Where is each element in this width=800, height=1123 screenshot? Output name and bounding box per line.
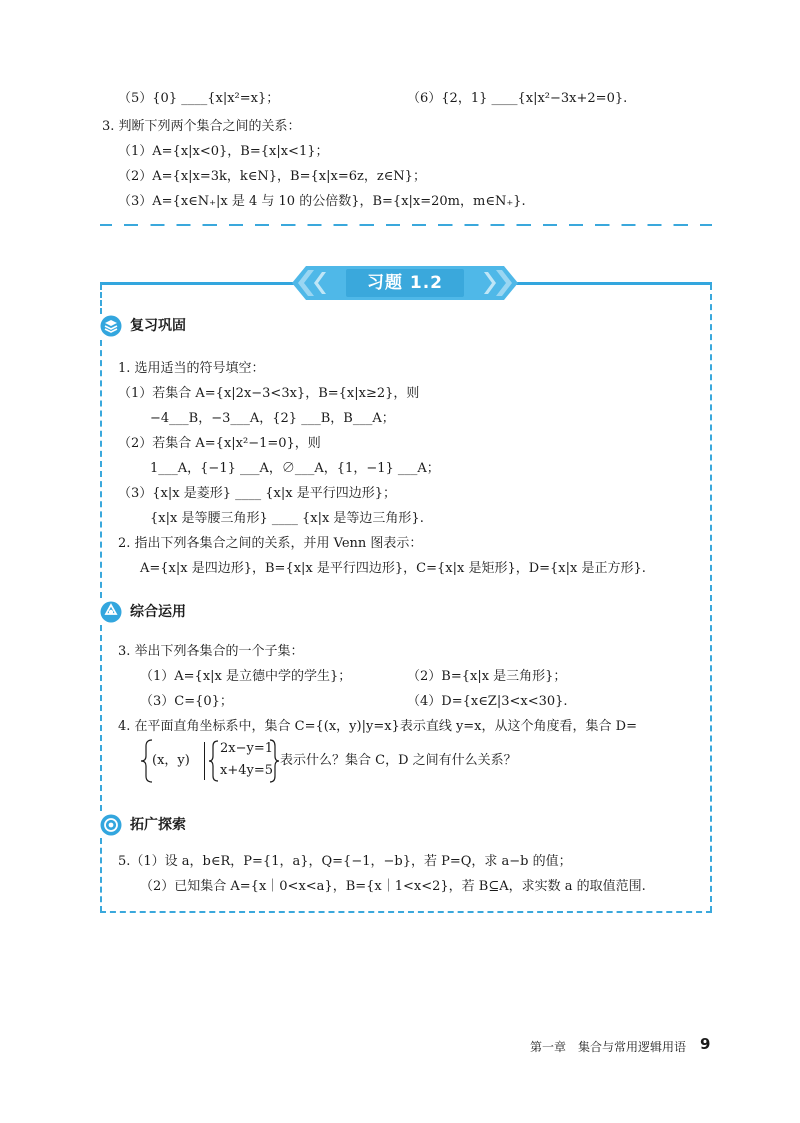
question-3-part-2: （2）A={x|x=3k，k∈N}，B={x|x=6z，z∈N}； <box>118 169 426 184</box>
question-1-part-1-blanks: −4___B，−3___A，{2} ___B，B___A； <box>150 411 395 426</box>
question-5-part-1: 5.（1）设 a，b∈R，P={1，a}，Q={−1，−b}，若 P=Q，求 a−b 的值； <box>118 854 572 869</box>
question-3-title: 3. 判断下列两个集合之间的关系： <box>102 119 301 134</box>
chapter-footer: 第一章 集合与常用逻辑用语 <box>530 1040 687 1054</box>
exercise-banner <box>292 266 518 300</box>
question-4-line-1: 4. 在平面直角坐标系中，集合 C={(x，y)|y=x}表示直线 y=x，从这个角度看，集合 D= <box>118 719 637 734</box>
box-left-border-3 <box>100 625 102 811</box>
question-3-part-3: （3）A={x∈N₊|x 是 4 与 10 的公倍数}，B={x|x=20m，m∈N₊}. <box>118 194 526 209</box>
page-number: 9 <box>700 1035 711 1053</box>
question-4-point: (x，y) <box>152 753 190 768</box>
question-4-set-D <box>138 738 558 784</box>
question-3-subset-1: （1）A={x|x 是立德中学的学生}； <box>140 669 352 684</box>
set-divider <box>204 742 205 780</box>
question-5-part-2: （2）已知集合 A={x｜0<x<a}，B={x｜1<x<2}，若 B⊆A，求实数 a 的取值范围. <box>140 879 646 894</box>
question-1-part-1-stem: （1）若集合 A={x|2x−3<3x}，B={x|x≥2}，则 <box>118 386 420 401</box>
banner-title: 习题 1.2 <box>366 273 444 293</box>
system-brace <box>208 738 220 784</box>
question-4-tail: 表示什么？集合 C，D 之间有什么关系？ <box>280 753 517 768</box>
question-1-title: 1. 选用适当的符号填空： <box>118 361 265 376</box>
banner-line-right <box>514 282 712 285</box>
question-1-part-2-blanks: 1___A，{−1} ___A，∅___A，{1，−1} ___A； <box>150 461 440 476</box>
box-left-border-4 <box>100 838 102 912</box>
question-3-subset-4: （4）D={x∈Z|3<x<30}. <box>407 694 568 709</box>
exercise-item-6: （6）{2，1} ____{x|x²−3x+2=0}. <box>407 91 628 106</box>
layers-icon <box>100 315 122 337</box>
box-right-border <box>710 284 712 912</box>
question-3-subset-3: （3）C={0}； <box>140 694 233 709</box>
section-title-application: 综合运用 <box>130 604 186 620</box>
box-left-border-1 <box>100 284 102 314</box>
question-2-title: 2. 指出下列各集合之间的关系，并用 Venn 图表示： <box>118 536 423 551</box>
banner-line-left <box>100 282 296 285</box>
exercise-item-5: （5）{0} ____{x|x²=x}； <box>118 91 280 106</box>
box-bottom-border <box>100 911 712 913</box>
right-brace <box>268 738 280 784</box>
box-left-border-2 <box>100 340 102 598</box>
question-1-part-3a: （3）{x|x 是菱形} ____ {x|x 是平行四边形}； <box>118 486 396 501</box>
question-3-part-1: （1）A={x|x<0}，B={x|x<1}； <box>118 144 329 159</box>
target-icon <box>100 814 122 836</box>
question-2-body: A={x|x 是四边形}，B={x|x 是平行四边形}，C={x|x 是矩形}，D={x|x 是正方形}. <box>140 561 646 576</box>
question-1-part-3b: {x|x 是等腰三角形} ____ {x|x 是等边三角形}. <box>150 511 424 526</box>
question-3-subset-title: 3. 举出下列各集合的一个子集： <box>118 644 304 659</box>
section-title-review: 复习巩固 <box>130 318 186 334</box>
recycle-icon <box>100 601 122 623</box>
question-3-subset-2: （2）B={x|x 是三角形}； <box>407 669 567 684</box>
section-separator <box>100 224 712 226</box>
question-1-part-2-stem: （2）若集合 A={x|x²−1=0}，则 <box>118 436 321 451</box>
equation-2: x+4y=5 <box>220 763 274 778</box>
section-title-extension: 拓广探索 <box>130 817 186 833</box>
equation-1: 2x−y=1 <box>220 741 274 756</box>
